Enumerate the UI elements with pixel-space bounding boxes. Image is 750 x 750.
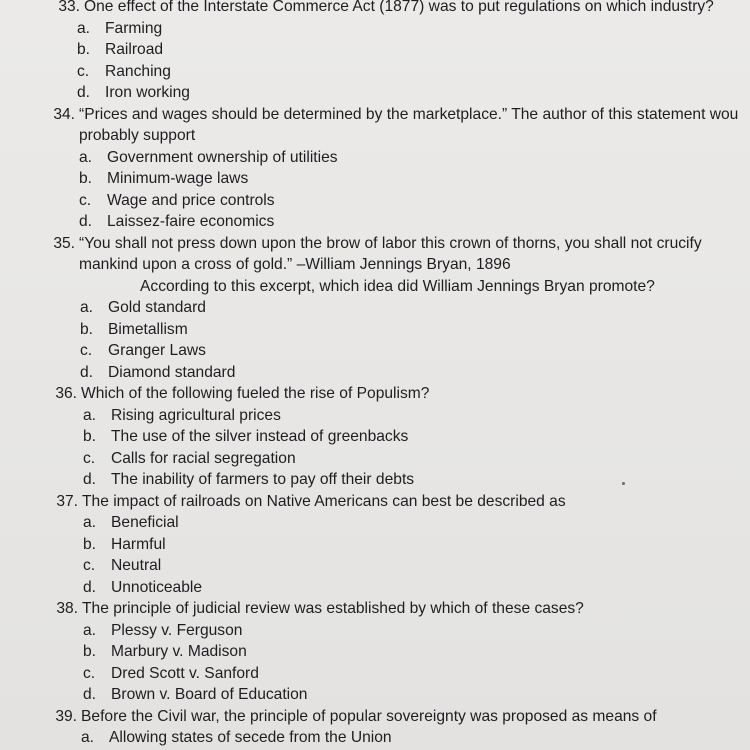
option-text: Laissez-faire economics	[107, 213, 275, 230]
option-letter: a.	[81, 729, 95, 746]
option-text: Rising agricultural prices	[111, 406, 281, 424]
option-letter: a.	[77, 19, 91, 37]
answer-option	[79, 190, 750, 212]
option-letter: c.	[83, 557, 96, 574]
question-38	[48, 598, 750, 706]
question-text: The impact of railroads on Native Americans can best be described as	[82, 492, 566, 510]
option-text: The inability of farmers to pay off their debts	[111, 471, 415, 488]
answer-option	[79, 168, 750, 190]
option-text: Iron working	[105, 84, 190, 101]
option-text: Dred Scott v. Sanford	[111, 664, 259, 682]
question-stem	[48, 491, 750, 513]
option-letter: d.	[79, 213, 93, 230]
option-letter: d.	[80, 363, 94, 381]
option-text: Railroad	[105, 41, 164, 58]
option-text: Harmful	[111, 535, 166, 553]
question-number: 35.	[53, 234, 75, 252]
answer-option	[77, 61, 750, 83]
question-number: 33.	[58, 0, 80, 15]
option-text: Ranching	[105, 62, 171, 80]
option-letter: b.	[83, 535, 97, 553]
option-letter: a.	[79, 148, 93, 166]
question-prompt: According to this excerpt, which idea did William Jennings Bryan promote?	[140, 277, 655, 295]
option-letter: d.	[83, 471, 97, 488]
answer-option	[77, 18, 750, 40]
option-letter: d.	[83, 686, 97, 703]
question-text: The principle of judicial review was established by which of these cases?	[82, 600, 584, 617]
question-text: Which of the following fueled the rise of Populism?	[81, 385, 430, 402]
answer-option	[81, 727, 750, 749]
option-letter: a.	[83, 621, 97, 639]
question-stem	[47, 706, 750, 728]
question-37	[48, 491, 750, 599]
question-text: “You shall not press down upon the brow of labor this crown of thorns, you shall not crucify	[79, 234, 702, 252]
option-text: Plessy v. Ferguson	[111, 621, 243, 639]
option-text: Calls for racial segregation	[111, 449, 296, 467]
answer-option	[83, 469, 750, 491]
question-text: “Prices and wages should be determined by the marketplace.” The author of this statement wou	[79, 105, 739, 123]
answer-option	[77, 39, 750, 61]
option-letter: b.	[80, 320, 94, 338]
answer-option	[77, 82, 750, 104]
option-letter: d.	[83, 578, 97, 596]
option-text: Beneficial	[111, 514, 179, 531]
answer-option	[83, 405, 750, 427]
question-34	[45, 104, 750, 233]
answer-option	[83, 620, 750, 642]
question-text-continuation: mankind upon a cross of gold.” –William Jennings Bryan, 1896	[79, 256, 511, 273]
option-text: Neutral	[111, 557, 162, 574]
option-letter: b.	[83, 643, 97, 660]
option-text: Granger Laws	[108, 342, 206, 359]
question-text-continuation: probably support	[79, 127, 196, 144]
option-text: Wage and price controls	[107, 191, 275, 209]
question-35	[45, 233, 750, 384]
option-letter: a.	[83, 514, 97, 531]
option-text: Allowing states of secede from the Union	[109, 729, 392, 746]
question-number: 36.	[55, 385, 77, 402]
question-number: 39.	[55, 707, 77, 725]
option-text: Brown v. Board of Education	[111, 686, 308, 703]
answer-option	[83, 534, 750, 556]
option-letter: b.	[83, 428, 97, 445]
option-letter: a.	[83, 406, 97, 424]
answer-option	[79, 211, 750, 233]
option-letter: d.	[77, 84, 91, 101]
option-text: Gold standard	[108, 299, 206, 316]
answer-option	[80, 362, 750, 384]
option-letter: b.	[77, 41, 91, 58]
question-33	[50, 0, 750, 104]
answer-option	[83, 448, 750, 470]
answer-option	[83, 555, 750, 577]
answer-option	[83, 684, 750, 706]
question-text: One effect of the Interstate Commerce Act (1877) was to put regulations on which industry?	[84, 0, 714, 15]
option-letter: c.	[77, 62, 90, 80]
option-letter: b.	[79, 170, 93, 187]
option-text: Diamond standard	[108, 363, 236, 381]
option-text: Government ownership of utilities	[107, 148, 338, 166]
option-text: Unnoticeable	[111, 578, 203, 596]
answer-option	[83, 512, 750, 534]
option-text: Bimetallism	[108, 320, 188, 338]
question-39	[47, 706, 750, 749]
answer-option	[83, 426, 750, 448]
answer-option	[83, 663, 750, 685]
pencil-dot-mark	[622, 482, 625, 485]
option-text: The use of the silver instead of greenbacks	[111, 428, 409, 445]
question-number: 37.	[56, 492, 78, 510]
question-stem	[45, 233, 750, 255]
question-36	[47, 383, 750, 491]
option-letter: a.	[80, 299, 94, 316]
option-text: Marbury v. Madison	[111, 643, 247, 660]
question-stem	[48, 598, 750, 620]
question-text: Before the Civil war, the principle of popular sovereignty was proposed as means of	[81, 707, 657, 725]
question-number: 38.	[56, 600, 78, 617]
answer-option	[79, 147, 750, 169]
question-stem	[50, 0, 750, 18]
option-letter: c.	[79, 191, 92, 209]
option-text: Farming	[105, 19, 163, 37]
option-letter: c.	[83, 664, 96, 682]
option-letter: c.	[83, 449, 96, 467]
option-letter: c.	[80, 342, 93, 359]
answer-option	[80, 319, 750, 341]
option-text: Minimum-wage laws	[107, 170, 249, 187]
answer-option	[80, 340, 750, 362]
question-stem	[47, 383, 750, 405]
answer-option	[83, 577, 750, 599]
answer-option	[80, 297, 750, 319]
answer-option	[83, 641, 750, 663]
question-number: 34.	[53, 105, 75, 123]
question-stem	[45, 104, 750, 126]
